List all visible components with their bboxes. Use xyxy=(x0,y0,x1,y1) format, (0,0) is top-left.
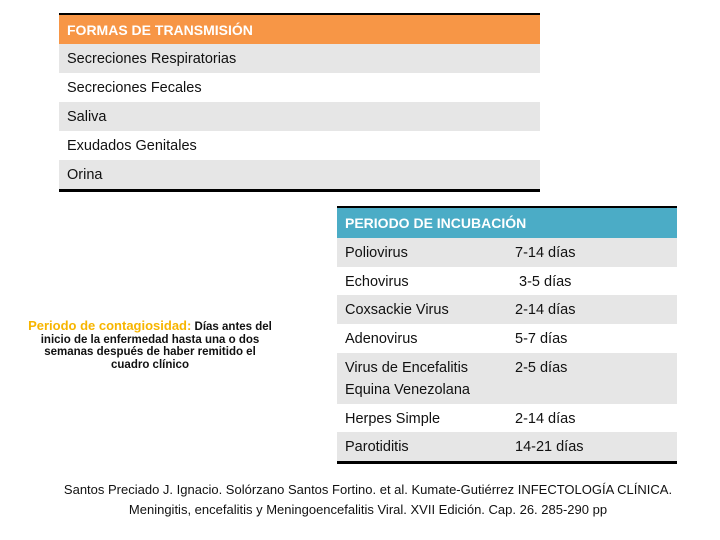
incubation-days: 5-7 días xyxy=(515,331,568,348)
virus-name: Echovirus xyxy=(345,273,409,290)
reference-citation: Santos Preciado J. Ignacio. Solórzano Santos Fortino. et al. Kumate-Gutiérrez INFECTOLOGÍA CLÍNICA. Meningitis, encefalitis y Meningoencefalitis Viral. XVII Edición. Cap. 26. 285-290 pp xyxy=(63,482,673,517)
table-row xyxy=(337,295,677,324)
incubation-days: 2-14 días xyxy=(515,410,576,427)
table-row xyxy=(337,404,677,433)
table-row: Saliva xyxy=(59,102,540,131)
virus-name: Coxsackie Virus xyxy=(345,302,449,319)
table-row: Exudados Genitales xyxy=(59,131,540,160)
table-header: FORMAS DE TRANSMISIÓN xyxy=(59,15,540,44)
contagion-note xyxy=(28,320,272,371)
incubation-days: 3-5 días xyxy=(515,273,572,290)
table-row xyxy=(337,238,677,267)
virus-name: Poliovirus xyxy=(345,245,408,261)
table-row: Secreciones Respiratorias xyxy=(59,44,540,73)
incubation-days: 14-21 días xyxy=(515,439,584,456)
incubation-table xyxy=(337,206,677,464)
contagion-text: Días antes del inicio de la enfermedad hasta una o dos semanas después de haber remitido el cuadro clínico xyxy=(40,321,272,371)
incubation-days: 7-14 días xyxy=(515,245,576,261)
table-row xyxy=(337,267,677,296)
contagion-label: Periodo de contagiosidad: xyxy=(28,318,192,333)
transmission-table xyxy=(59,13,540,192)
incubation-days: 2-5 días xyxy=(515,359,568,376)
table-row xyxy=(337,353,677,404)
virus-name: Parotiditis xyxy=(345,439,409,456)
table-row: Orina xyxy=(59,160,540,189)
virus-name: Virus de Encefalitis Equina Venezolana xyxy=(345,359,470,398)
virus-name: Adenovirus xyxy=(345,331,418,348)
table-row xyxy=(337,432,677,461)
table-row xyxy=(337,324,677,353)
table-row: Secreciones Fecales xyxy=(59,73,540,102)
virus-name: Herpes Simple xyxy=(345,410,441,427)
incubation-days: 2-14 días xyxy=(515,302,576,319)
table-header: PERIODO DE INCUBACIÓN xyxy=(337,208,677,238)
